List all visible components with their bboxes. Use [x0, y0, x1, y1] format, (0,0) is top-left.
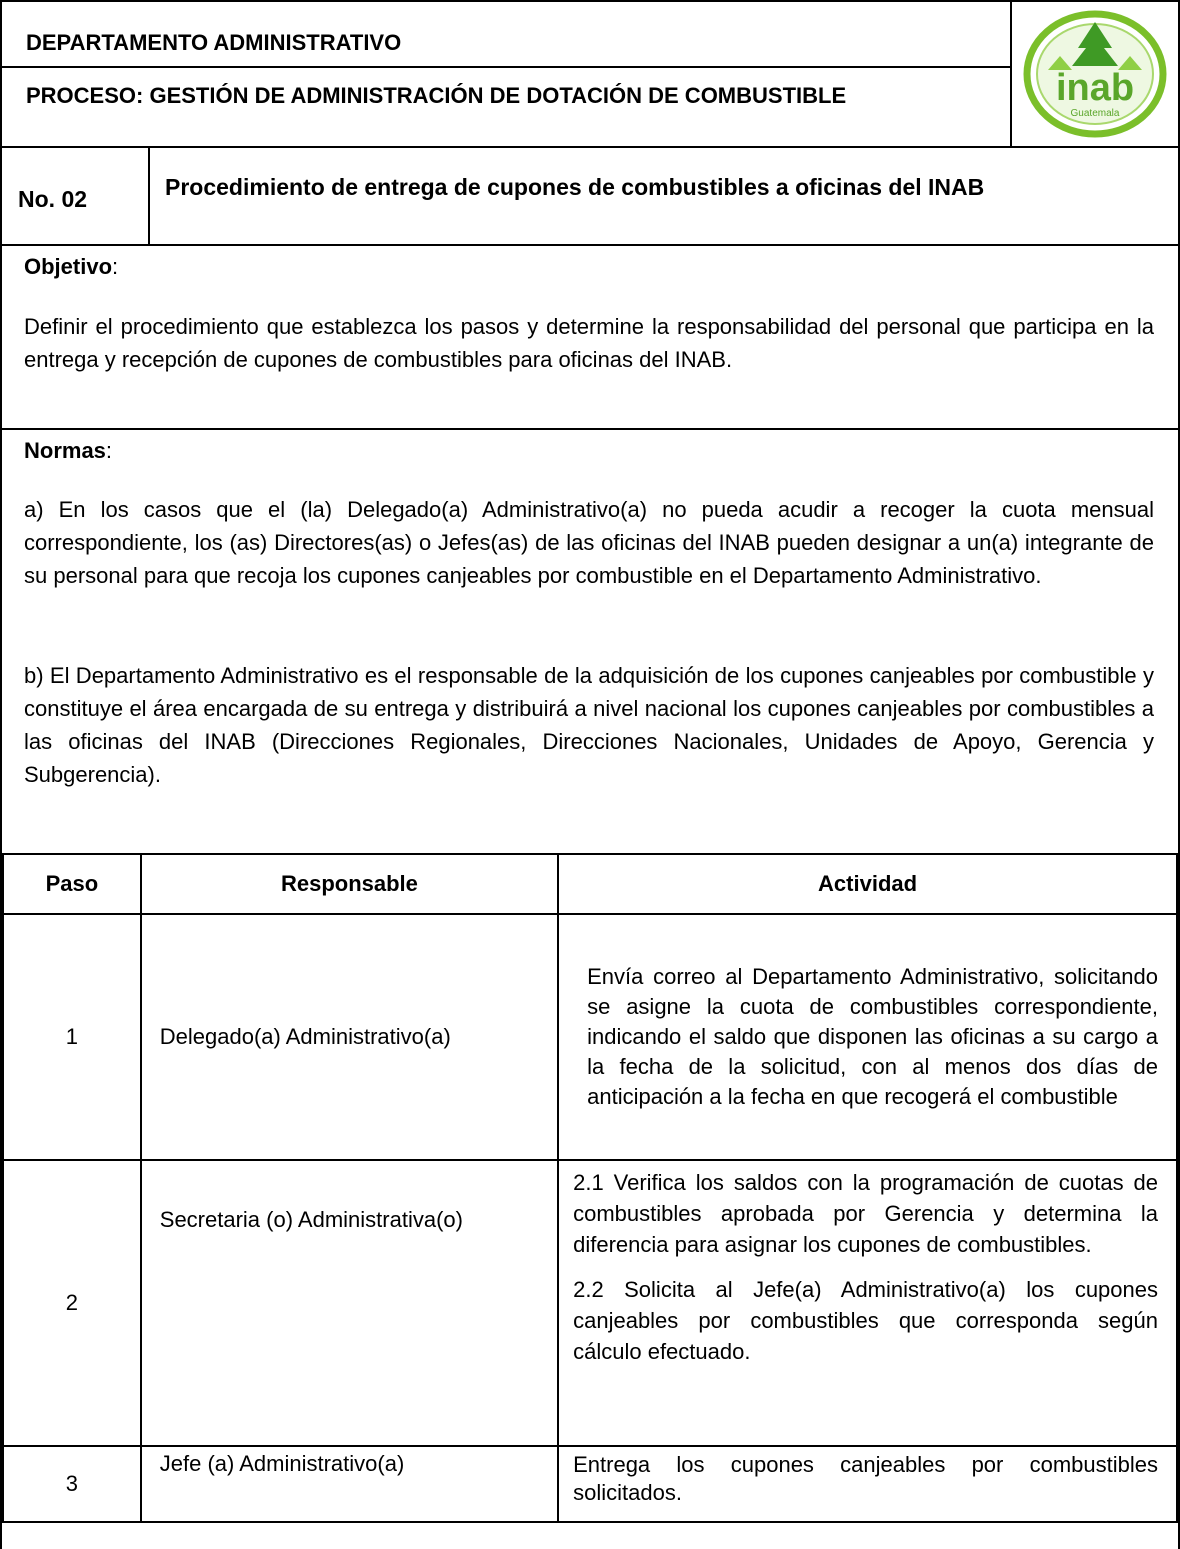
paso-cell: 1 [3, 914, 141, 1160]
table-row [3, 1160, 1177, 1446]
objective-section [2, 246, 1178, 430]
responsable-cell: Delegado(a) Administrativo(a) [141, 914, 558, 1160]
table-row [3, 1446, 1177, 1522]
responsable-cell: Secretaria (o) Administrativa(o) [141, 1160, 558, 1446]
department-row [2, 2, 1010, 68]
actividad-cell [558, 1446, 1177, 1522]
actividad-text: Envía correo al Departamento Administrativo, solicitando se asigne la cuota de combustibles correspondiente, indicando el saldo que disponen las oficinas a su cargo a la fecha de la solicitud, con al menos dos días de anticipación a la fecha en que recogerá el combustible [587, 964, 1158, 1109]
process-row [2, 68, 1010, 148]
paso-cell: 3 [3, 1446, 141, 1522]
norm-b: b) El Departamento Administrativo es el responsable de la adquisición de los cupones canjeables por combustible y constituye el área encargada de su entrega y distribuirá a nivel nacional los cupones canjeables por combustibles a las oficinas del INAB (Direcciones Regionales, Direcciones Nacionales, Unidades de Apoyo, Gerencia y Subgerencia). [24, 663, 1154, 787]
header-responsable: Responsable [141, 854, 558, 914]
header-paso: Paso [3, 854, 141, 914]
responsable-cell: Jefe (a) Administrativo(a) [141, 1446, 558, 1522]
norm-a: a) En los casos que el (la) Delegado(a) Administrativo(a) no pueda acudir a recoger la cuota mensual correspondiente, los (as) Directores(as) o Jefes(as) de las oficinas del INAB pueden designar a un(a) integrante de su personal para que recoja los cupones canjeables por combustible en el Departamento Administrativo. [24, 497, 1154, 588]
department-title: DEPARTAMENTO ADMINISTRATIVO [26, 30, 402, 55]
actividad-text: 2.2 Solicita al Jefe(a) Administrativo(a) los cupones canjeables por combustibles que corresponda según cálculo efectuado. [573, 1277, 1158, 1364]
actividad-cell [558, 1160, 1177, 1446]
logo-cell [1010, 2, 1178, 148]
logo-subtext: Guatemala [1070, 108, 1120, 119]
procedure-row [2, 148, 1178, 246]
procedure-number: No. 02 [18, 186, 88, 212]
procedure-title: Procedimiento de entrega de cupones de combustibles a oficinas del INAB [165, 174, 985, 200]
table-header-row [3, 854, 1177, 914]
objective-text: Definir el procedimiento que establezca los pasos y determine la responsabilidad del personal que participa en la entrega y recepción de cupones de combustibles para oficinas del INAB. [24, 314, 1154, 372]
actividad-text: 2.1 Verifica los saldos con la programación de cuotas de combustibles aprobada por Gerencia y determina la diferencia para asignar los cupones de combustibles. [573, 1170, 1158, 1257]
header-actividad: Actividad [558, 854, 1177, 914]
table-row [3, 914, 1177, 1160]
procedure-divider [148, 148, 150, 244]
actividad-cell [558, 914, 1177, 1160]
steps-table [2, 853, 1178, 1523]
norms-heading: Normas: [24, 438, 113, 463]
logo-wordmark: inab [1055, 67, 1135, 109]
inab-logo-icon [1020, 8, 1170, 140]
paso-cell: 2 [3, 1160, 141, 1446]
objective-heading: Objetivo: [24, 254, 119, 279]
actividad-text: Entrega los cupones canjeables por combustibles solicitados. [573, 1452, 1158, 1505]
process-title: PROCESO: GESTIÓN DE ADMINISTRACIÓN DE DOTACIÓN DE COMBUSTIBLE [26, 83, 847, 108]
